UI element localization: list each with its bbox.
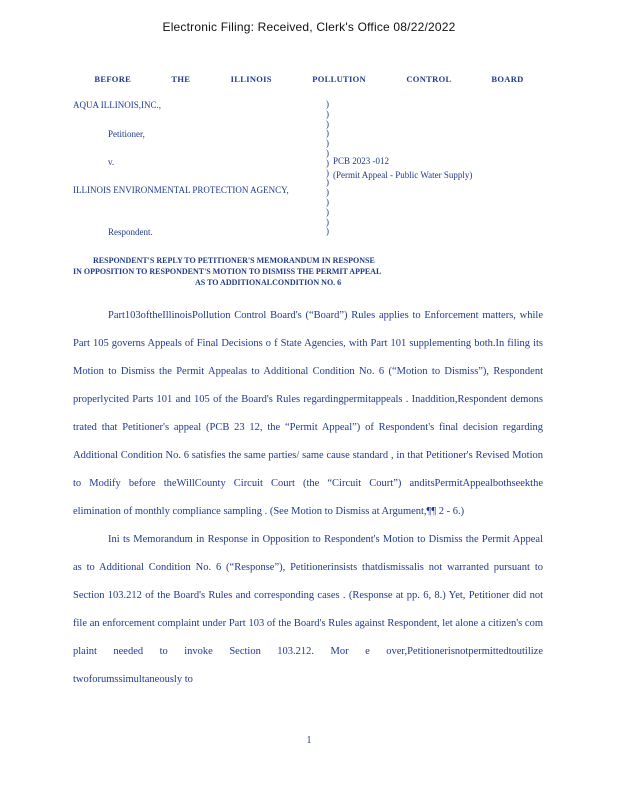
versus-label: v. <box>108 157 115 167</box>
paragraph-2: Ini ts Memorandum in Response in Opposition to Respondent's Motion to Dismiss the Permit Appeal as to Additional Condition No. 6 (“Response”), Petitionerinsists thatdismissalis not warranted pursuant to Section 103.212 of the Board's Rules and corresponding cases . (Response at pp. 6, 8.) Yet, Petitioner did not file an enforcement complaint under Part 103 of the Board's Rules against Respondent, let alone a citizen's com plaint needed to invoke Section 103.212. Mor e over,Petitionerisnotpermittedtoutilize twoforumssimultaneously to <box>73 534 543 685</box>
respondent-name: ILLINOIS ENVIRONMENTAL PROTECTION AGENCY, <box>73 185 289 195</box>
case-number: PCB 2023 -012 <box>333 156 390 166</box>
heading-line-2: IN OPPOSITION TO RESPONDENT'S MOTION TO DISMISS THE PERMIT APPEAL <box>73 267 382 276</box>
petitioner-name: AQUA ILLINOIS,INC., <box>73 100 161 110</box>
heading-line-1: RESPONDENT'S REPLY TO PETITIONER'S MEMORANDUM IN RESPONSE <box>93 256 375 265</box>
heading-line-3: AS TO ADDITIONALCONDITION NO. 6 <box>195 278 342 287</box>
paragraph-1: Part103oftheIllinoisPollution Control Board's (“Board”) Rules applies to Enforcement matters, while Part 105 governs Appeals of Final Decisions o f State Agencies, with Part 101 supplementing both.In filing its Motion to Dismiss the Permit Appealas to Additional Condition No. 6 (“Motion to Dismiss”), Respondent properlycited Parts 101 and 105 of the Board's Rules regardingpermitappeals . Inaddition,Respondent demons trated that Petitioner's appeal (PCB 23 12, the “Permit Appeal”) of Respondent's final decision regarding Additional Condition No. 6 satisfies the same parties/ same cause standard , in that Petitioner's Revised Motion to Modify before theWillCounty Circuit Court (the “Circuit Court”) anditsPermitAppealbothseekthe elimination of monthly compliance sampling . (See Motion to Dismiss at Argument,¶¶ 2 - 6.) <box>73 310 543 517</box>
caption-parentheses: ) ) ) ) ) ) ) ) ) ) ) ) ) ) <box>326 99 329 237</box>
filing-header: Electronic Filing: Received, Clerk's Office 08/22/2022 <box>162 20 456 34</box>
board-title: BEFORE THE ILLINOIS POLLUTION CONTROL BOARD <box>94 74 524 84</box>
case-type: (Permit Appeal - Public Water Supply) <box>333 170 473 180</box>
petitioner-role: Petitioner, <box>108 129 145 139</box>
document-heading <box>73 255 543 288</box>
body-text <box>73 302 543 694</box>
respondent-role: Respondent. <box>108 227 153 237</box>
page-number: 1 <box>306 735 312 746</box>
